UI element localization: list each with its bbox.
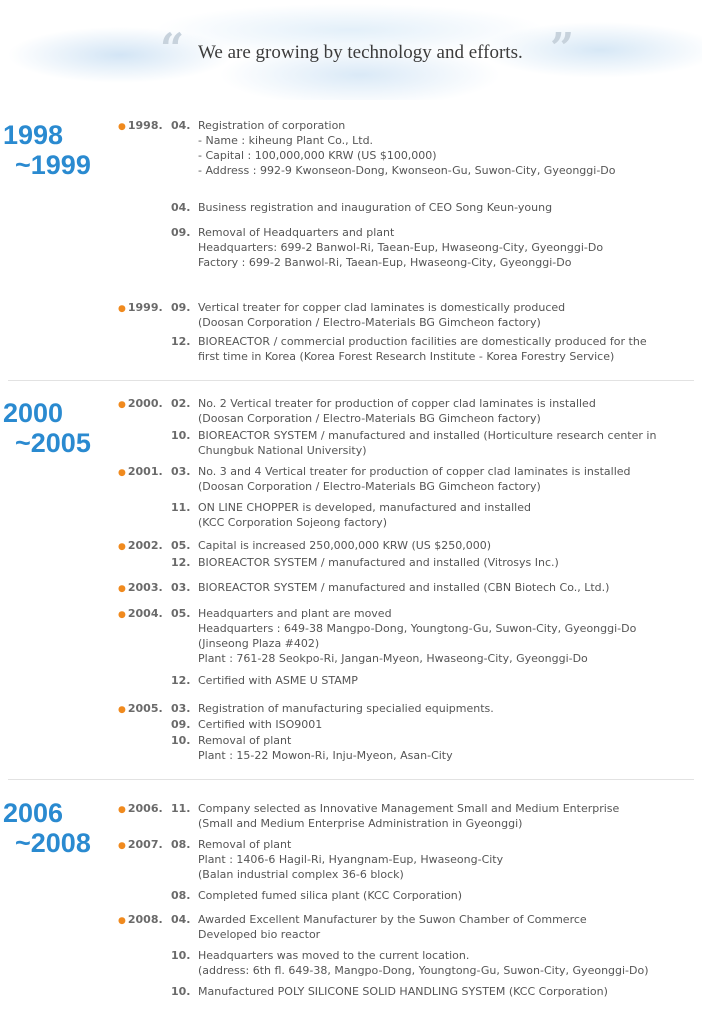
bullet-icon: ● [118,542,126,552]
entry-description: BIOREACTOR / commercial production facilities are domestically produced for the first time in Korea (Korea Forest Research Institute - Korea Forestry Service) [198,335,647,363]
entry-month: 04. [171,201,191,214]
entry-description: ON LINE CHOPPER is developed, manufactured and installed (KCC Corporation Sojeong factory) [198,501,531,529]
entry-month: 09. [171,301,191,314]
year-label: ● 1999. [118,301,163,314]
entry-month: 12. [171,335,191,348]
entry-month: 05. [171,539,191,552]
year-label: ● 2000. [118,397,163,410]
header-banner [0,0,702,100]
entry-month: 05. [171,607,191,620]
entry-description: Completed fumed silica plant (KCC Corporation) [198,889,463,902]
bullet-icon: ● [118,400,126,410]
year-label: ● 2004. [118,607,163,620]
entry-description: Awarded Excellent Manufacturer by the Suwon Chamber of Commerce Developed bio reactor [198,913,587,941]
open-quote-icon: “ [160,24,185,73]
slogan: We are growing by technology and efforts. [198,42,523,63]
entry-description: Registration of manufacturing specialied equipments. [198,702,494,715]
entry-month: 10. [171,949,191,962]
entry-description: BIOREACTOR SYSTEM / manufactured and installed (Horticulture research center in Chungbuk National University) [198,429,657,457]
entry-month: 08. [171,838,191,851]
entry-description: No. 2 Vertical treater for production of copper clad laminates is installed (Doosan Corporation / Electro-Materials BG Gimcheon factory) [198,397,596,425]
bullet-icon: ● [118,705,126,715]
year-label: ● 2001. [118,465,163,478]
entry-description: Removal of plant Plant : 1406-6 Hagil-Ri, Hyangnam-Eup, Hwaseong-City (Balan industrial complex 36-6 block) [198,838,504,881]
entry-description: Headquarters was moved to the current location. (address: 6th fl. 649-38, Mangpo-Dong, Youngtong-Gu, Suwon-City, Gyeonggi-Do) [198,949,649,977]
close-quote-icon: ” [550,24,575,73]
bullet-icon: ● [118,841,126,851]
entry-description: No. 3 and 4 Vertical treater for production of copper clad laminates is installed (Doosan Corporation / Electro-Materials BG Gimcheon factory) [198,465,631,493]
entry-description: BIOREACTOR SYSTEM / manufactured and installed (Vitrosys Inc.) [198,556,559,569]
entry-month: 04. [171,119,191,132]
entry-description: Certified with ISO9001 [198,718,323,731]
era-heading-2006: 2006 ~2008 [3,798,91,858]
entry-month: 12. [171,556,191,569]
entry-month: 04. [171,913,191,926]
entry-month: 03. [171,702,191,715]
year-label: ● 1998. [118,119,163,132]
entry-month: 09. [171,226,191,239]
entry-description: BIOREACTOR SYSTEM / manufactured and installed (CBN Biotech Co., Ltd.) [198,581,610,594]
entry-description: Vertical treater for copper clad laminates is domestically produced (Doosan Corporation / Electro-Materials BG Gimcheon factory) [198,301,566,329]
year-label: ● 2006. [118,802,163,815]
entry-month: 12. [171,674,191,687]
bullet-icon: ● [118,916,126,926]
entry-description: Capital is increased 250,000,000 KRW (US $250,000) [198,539,492,552]
entry-month: 10. [171,734,191,747]
year-label: ● 2003. [118,581,163,594]
entry-description: Business registration and inauguration of CEO Song Keun-young [198,201,553,214]
bullet-icon: ● [118,122,126,132]
year-label: ● 2005. [118,702,163,715]
bullet-icon: ● [118,584,126,594]
entry-month: 10. [171,429,191,442]
era-heading-1998: 1998 ~1999 [3,120,91,180]
entry-description: Removal of plant Plant : 15-22 Mowon-Ri, Inju-Myeon, Asan-City [198,734,453,762]
era-heading-2000: 2000 ~2005 [3,398,91,458]
year-label: ● 2007. [118,838,163,851]
entry-description: Registration of corporation - Name : kiheung Plant Co., Ltd. - Capital : 100,000,000 KRW (US $100,000) - Address : 992-9 Kwonseon-Dong, Kwonseon-Gu, Suwon-City, Gyeonggi-Do [198,119,616,177]
entry-month: 09. [171,718,191,731]
bullet-icon: ● [118,805,126,815]
entry-month: 10. [171,985,191,998]
entry-month: 11. [171,501,191,514]
bullet-icon: ● [118,468,126,478]
entry-description: Headquarters and plant are moved Headquarters : 649-38 Mangpo-Dong, Youngtong-Gu, Suwon-City, Gyeonggi-Do (Jinseong Plaza #402) Plant : 761-28 Seokpo-Ri, Jangan-Myeon, Hwaseong-City, Gyeonggi-Do [198,607,637,665]
bullet-icon: ● [118,610,126,620]
entry-description: Manufactured POLY SILICONE SOLID HANDLING SYSTEM (KCC Corporation) [198,985,608,998]
year-label: ● 2008. [118,913,163,926]
year-label: ● 2002. [118,539,163,552]
entry-description: Company selected as Innovative Management Small and Medium Enterprise (Small and Medium Enterprise Administration in Gyeonggi) [198,802,620,830]
entry-month: 03. [171,581,191,594]
era-divider [8,779,694,780]
bullet-icon: ● [118,304,126,314]
entry-month: 11. [171,802,191,815]
entry-description: Removal of Headquarters and plant Headquarters: 699-2 Banwol-Ri, Taean-Eup, Hwaseong-City, Gyeonggi-Do Factory : 699-2 Banwol-Ri, Taean-Eup, Hwaseong-City, Gyeonggi-Do [198,226,604,269]
entry-month: 02. [171,397,191,410]
entry-month: 03. [171,465,191,478]
entry-description: Certified with ASME U STAMP [198,674,358,687]
era-divider [8,380,694,381]
entry-month: 08. [171,889,191,902]
